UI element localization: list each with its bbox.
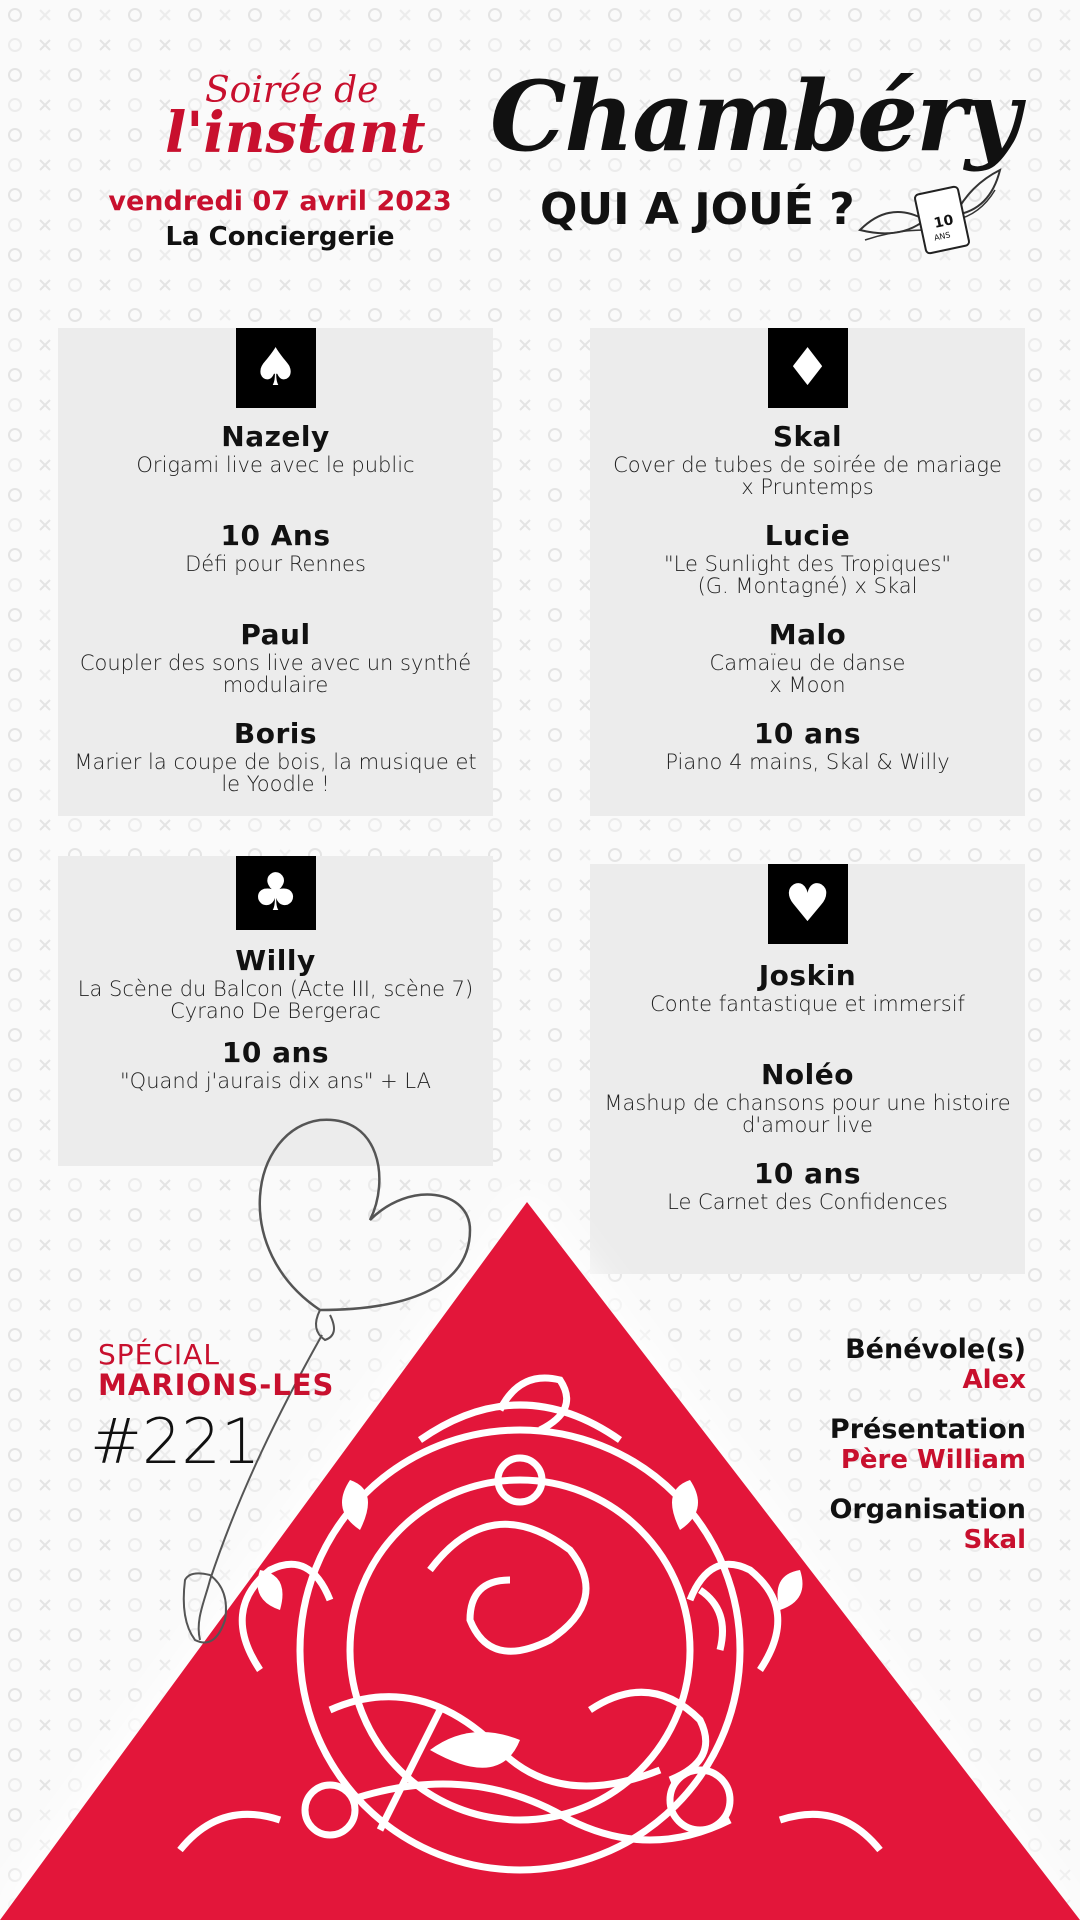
performer-name: Skal [772,420,843,453]
credit-value: Skal [963,1525,1026,1555]
list-item [58,519,493,575]
performance-desc: (G. Montagné) x Skal [697,574,918,598]
performance-desc: "Le Sunlight des Tropiques" [664,552,951,576]
page-subtitle: QUI A JOUÉ ? [540,184,855,235]
badge-label: ANS [933,230,952,243]
performer-name: Nazely [221,420,330,453]
performance-desc: Conte fantastique et immersif [650,992,965,1016]
performance-desc: Défi pour Rennes [185,552,366,576]
list-item [590,519,1025,597]
card-spades [58,328,493,816]
credit-label: Présentation [829,1414,1026,1445]
club-icon: ♣ [236,856,316,930]
performance-desc: d'amour live [742,1113,873,1137]
performance-desc: "Quand j'aurais dix ans" + LA [120,1069,431,1093]
list-item [590,420,1025,498]
wings-icon [850,160,1010,280]
edition-number: #221 [90,1405,261,1478]
performer-name: Noléo [761,1058,854,1091]
performer-name: Willy [235,944,316,977]
performer-name: 10 ans [753,1157,862,1190]
card-diamonds [590,328,1025,816]
list-item [58,618,493,696]
credits [760,1335,1026,1555]
list-item [58,1036,493,1092]
spade-icon: ♠ [236,328,316,408]
credit-item [760,1495,1026,1555]
list-item [58,944,493,1022]
list-item [58,717,493,795]
performer-name: 10 ans [753,717,862,750]
diamond-icon: ♦ [768,328,848,408]
performer-name: Paul [240,618,311,651]
performer-name: Malo [768,618,847,651]
performance-desc: Mashup de chansons pour une histoire [604,1091,1011,1115]
credit-item [760,1415,1026,1475]
list-item [58,420,493,476]
credit-value: Père William [840,1445,1026,1475]
performer-name: Lucie [764,519,851,552]
event-venue: La Conciergerie [165,222,395,252]
credit-label: Bénévole(s) [845,1334,1026,1365]
performance-desc: Marier la coupe de bois, la musique et [74,750,477,774]
credit-label: Organisation [829,1494,1026,1525]
soiree-title-line1: Soirée de [205,70,379,111]
list-item [590,618,1025,696]
performance-desc: modulaire [222,673,329,697]
list-item [590,959,1025,1015]
performance-desc: Cover de tubes de soirée de mariage [613,453,1002,477]
performance-desc: Origami live avec le public [136,453,415,477]
performance-desc: x Pruntemps [741,475,874,499]
performance-desc: Le Carnet des Confidences [667,1190,948,1214]
performer-name: 10 Ans [220,519,331,552]
soiree-title-line2: l'instant [165,100,426,166]
performance-desc: Cyrano De Bergerac [170,999,381,1023]
performance-desc: Piano 4 mains, Skal & Willy [665,750,950,774]
performance-desc: le Yoodle ! [221,772,330,796]
list-item [590,1058,1025,1136]
heart-icon: ♥ [768,864,848,944]
credit-value: Alex [962,1365,1026,1395]
event-date: vendredi 07 avril 2023 [108,186,452,217]
performer-name: Joskin [758,959,857,992]
credit-item [760,1335,1026,1395]
city-title: Chambéry [490,60,1019,173]
performance-desc: Camaïeu de danse [709,651,906,675]
special-line1: SPÉCIAL [98,1338,220,1371]
performance-desc: x Moon [769,673,846,697]
performer-name: Boris [233,717,318,750]
badge-number: 10 [932,212,955,232]
winged-card-badge [850,160,1010,280]
performance-desc: La Scène du Balcon (Acte III, scène 7) [77,977,474,1001]
performer-name: 10 ans [221,1036,330,1069]
special-line2: MARIONS-LES [98,1368,335,1402]
list-item [590,717,1025,773]
performance-desc: Coupler des sons live avec un synthé [79,651,472,675]
